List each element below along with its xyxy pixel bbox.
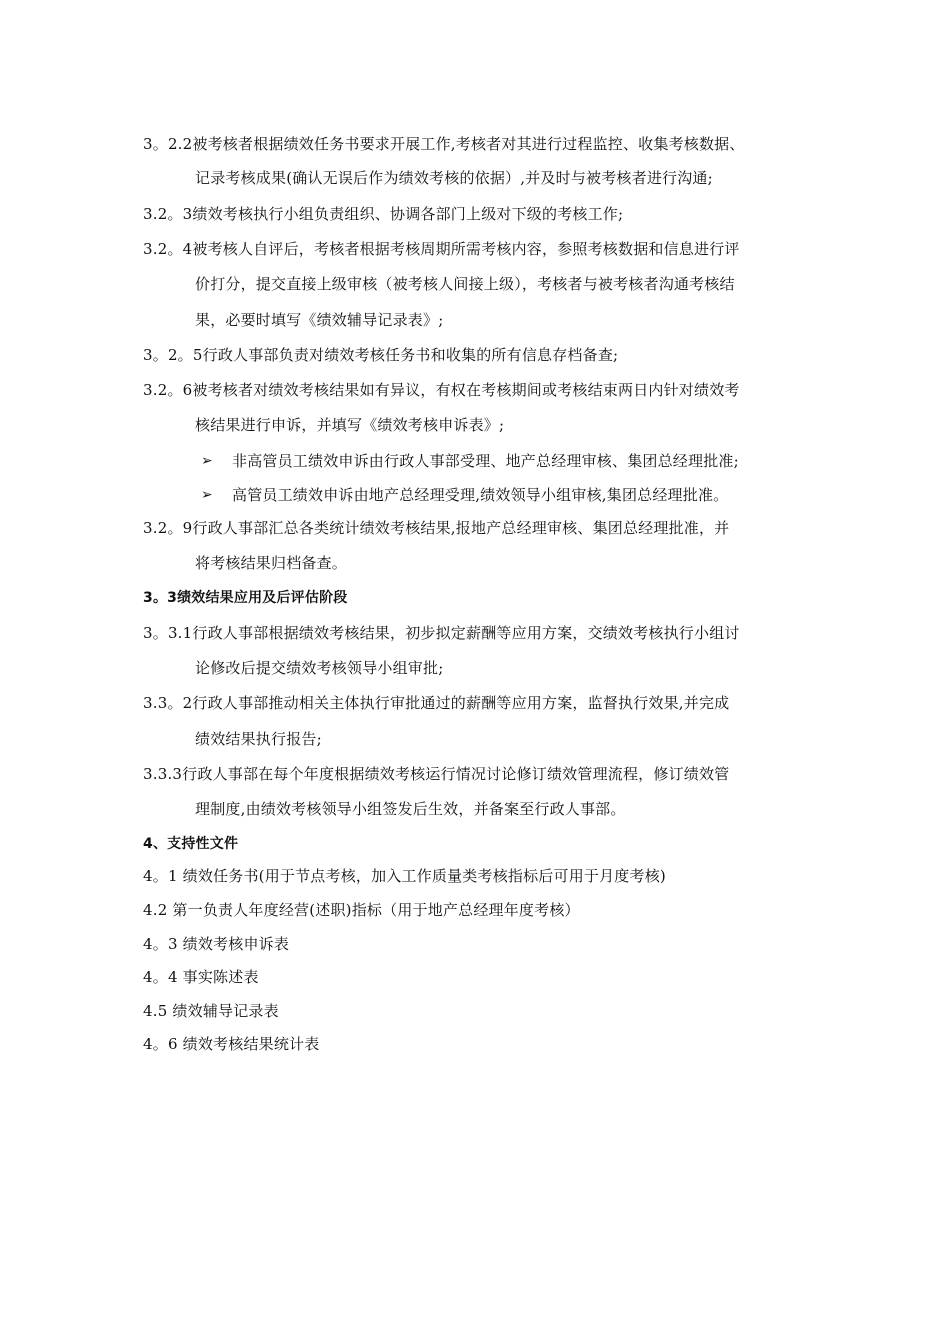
para-3-2-2-cont: 记录考核成果(确认无误后作为绩效考核的依据）,并及时与被考核者进行沟通; [195,169,713,187]
para-3-2-4-cont-1: 价打分，提交直接上级审核（被考核人间接上级），考核者与被考核者沟通考核结 [195,275,735,293]
supporting-doc-4-6: 4。6 绩效考核结果统计表 [143,1035,320,1053]
para-3-2-4: 3.2。4被考核人自评后，考核者根据考核周期所需考核内容，参照考核数据和信息进行评 [143,240,740,258]
para-3-2-9: 3.2。9行政人事部汇总各类统计绩效考核结果,报地产总经理审核、集团总经理批准，并 [143,519,730,537]
para-3-3-2: 3.3。2行政人事部推动相关主体执行审批通过的薪酬等应用方案，监督执行效果,并完成 [143,694,730,712]
supporting-doc-4-1: 4。1 绩效任务书(用于节点考核，加入工作质量类考核指标后可用于月度考核) [143,867,666,885]
para-3-3-3-cont: 理制度,由绩效考核领导小组签发后生效，并备案至行政人事部。 [195,800,626,818]
section-heading-3-3: 3。3绩效结果应用及后评估阶段 [143,590,348,606]
para-3-2-4-cont-2: 果，必要时填写《绩效辅导记录表》; [195,311,444,329]
bullet-arrow-icon: ➢ [201,487,213,503]
para-3-2-6-cont: 核结果进行申诉，并填写《绩效考核申诉表》; [195,416,505,434]
para-3-2-3: 3.2。3绩效考核执行小组负责组织、协调各部门上级对下级的考核工作; [143,205,624,223]
para-3-3-3: 3.3.3行政人事部在每个年度根据绩效考核运行情况讨论修订绩效管理流程，修订绩效管 [143,765,730,783]
supporting-doc-4-5: 4.5 绩效辅导记录表 [143,1002,279,1020]
para-3-3-1: 3。3.1行政人事部根据绩效考核结果，初步拟定薪酬等应用方案，交绩效考核执行小组讨 [143,624,740,642]
supporting-doc-4-4: 4。4 事实陈述表 [143,968,259,986]
para-3-3-2-cont: 绩效结果执行报告; [195,730,322,748]
para-3-3-1-cont: 论修改后提交绩效考核领导小组审批; [195,659,444,677]
para-3-2-6: 3.2。6被考核者对绩效考核结果如有异议，有权在考核期间或考核结束两日内针对绩效考 [143,381,740,399]
section-heading-4: 4、支持性文件 [143,836,239,852]
supporting-doc-4-3: 4。3 绩效考核申诉表 [143,935,290,953]
supporting-doc-4-2: 4.2 第一负责人年度经营(述职)指标（用于地产总经理年度考核） [143,901,580,919]
para-3-2-2: 3。2.2被考核者根据绩效任务书要求开展工作,考核者对其进行过程监控、收集考核数据、 [143,135,745,153]
para-3-2-5: 3。2。5行政人事部负责对绩效考核任务书和收集的所有信息存档备查; [143,346,619,364]
para-3-2-9-cont: 将考核结果归档备查。 [195,554,348,572]
bullet-arrow-icon: ➢ [201,453,213,469]
bullet-item-non-executive: 非高管员工绩效申诉由行政人事部受理、地产总经理审核、集团总经理批准; [232,452,739,470]
bullet-item-executive: 高管员工绩效申诉由地产总经理受理,绩效领导小组审核,集团总经理批准。 [232,486,729,504]
